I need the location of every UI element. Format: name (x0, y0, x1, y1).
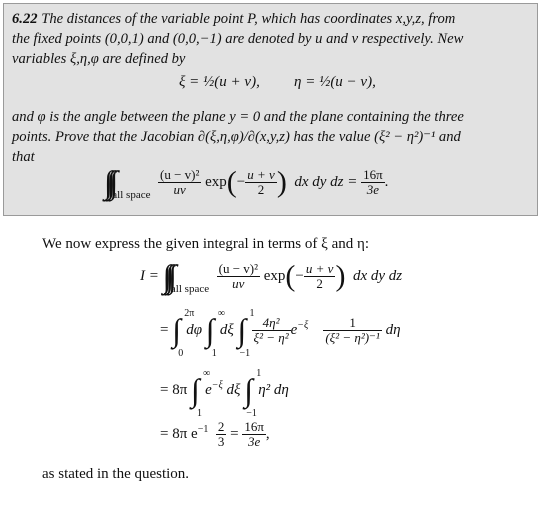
problem-line-1 (12, 10, 455, 28)
problem-integral: $\int\int\int_{all space}$ $\frac{\text{(u − v)²}}{uv}$ exp(− $\frac{u + v}{2}$ ) dx dy dz = $\frac{16\pi}{3e}$ . (104, 164, 389, 201)
integral-region: all space (170, 282, 210, 295)
xi-upper-limit: ∞ (217, 308, 225, 319)
fraction-numerator: 2 (217, 419, 225, 434)
xi-lower-limit: 1 (211, 348, 217, 359)
problem-line-6: that (12, 149, 35, 165)
problem-line-3: variables ξ,η,φ are defined by (12, 51, 186, 67)
exp-fraction (245, 168, 277, 197)
equals-sign: = (160, 321, 169, 338)
dphi: dφ (186, 321, 203, 338)
exp-e: e (205, 381, 212, 398)
eta-upper-limit: 1 (249, 308, 255, 319)
definition-eta: η = ½(u − v), (294, 74, 376, 90)
integrand-numerator: (u − v)² (159, 167, 200, 182)
triple-integral-sign: ∫∫∫ (104, 164, 113, 200)
result-denominator: 3e (247, 434, 261, 449)
eta-lower-limit: −1 (246, 408, 257, 419)
integral-xi: ∫ ∞ 1 (191, 368, 211, 419)
exp-denominator: 2 (257, 182, 265, 197)
integrand-denominator: uv (173, 182, 186, 197)
line4-lhs: = 8π e (160, 425, 198, 442)
exp-numerator: u + v (305, 261, 334, 276)
result-fraction (361, 168, 385, 197)
exp-fraction (304, 262, 336, 291)
line3-lhs: = 8π (160, 381, 188, 398)
xi-lower-limit: 1 (197, 408, 203, 419)
exp-word: exp (205, 173, 227, 190)
dxi: dξ (226, 381, 241, 398)
integral-phi: ∫ 2π 0 (172, 308, 195, 359)
integral-eta: ∫ 1 −1 (244, 368, 262, 419)
line4-power: −1 (197, 423, 209, 435)
integral-eta: ∫ 1 −1 (237, 308, 255, 359)
exp-power: −ξ (297, 319, 309, 331)
triple-integral-sign: ∫∫∫ (162, 258, 171, 294)
integrand-denominator: uv (232, 276, 245, 291)
problem-text-1: The distances of the variable point P, which has coordinates x,y,z, from (41, 11, 456, 27)
eta-squared-deta: η² dη (258, 381, 289, 398)
fraction-4eta (252, 316, 291, 345)
result-numerator: 16π (363, 167, 383, 182)
result-period: . (384, 173, 389, 190)
xi-upper-limit: ∞ (203, 368, 211, 379)
problem-line-2: the fixed points (0,0,1) and (0,0,−1) are denoted by u and v respectively. New (12, 31, 464, 47)
exp-denominator: 2 (316, 276, 323, 291)
equals-sign: = (230, 425, 239, 442)
fraction-denominator: 3 (217, 434, 225, 449)
result-denominator: 3e (366, 182, 380, 197)
result-comma: , (265, 425, 270, 442)
exp-word: exp (263, 267, 286, 284)
fraction-two-thirds (216, 420, 227, 449)
solution-line-1: $I = \int\int\int_{all space}$ $\frac{\text{(u − v)²}}{uv}$ exp(− $\frac{u + v}{2}$ ) dx dy dz (140, 258, 403, 295)
solution-line-3 (160, 368, 289, 419)
fraction-inverse (323, 316, 382, 345)
phi-upper-limit: 2π (184, 308, 195, 319)
deta: dη (385, 321, 401, 338)
solution-intro: We now express the given integral in terms of ξ and η: (42, 236, 369, 252)
definition-xi: ξ = ½(u + v), (179, 74, 260, 90)
problem-number: 6.22 (12, 11, 38, 27)
exp-numerator: u + v (247, 167, 275, 182)
integrand-numerator: (u − v)² (218, 261, 258, 276)
fraction-numerator: 4η² (252, 316, 291, 331)
problem-line-5: points. Prove that the Jacobian ∂(ξ,η,φ)/∂(x,y,z) has the value (ξ² − η²)⁻¹ and (12, 129, 461, 145)
result-fraction (242, 420, 266, 449)
exp-e: e (290, 321, 298, 338)
differentials: dx dy dz = (294, 173, 358, 190)
integral-region: all space (112, 188, 151, 201)
result-numerator: 16π (244, 419, 264, 434)
integral-xi: ∫ ∞ 1 (205, 308, 225, 359)
fraction-numerator: 1 (323, 316, 382, 331)
solution-line-4 (160, 420, 270, 449)
solution-closing: as stated in the question. (42, 466, 190, 482)
integral-lhs: I = (140, 267, 159, 284)
exp-power: −ξ (211, 379, 223, 391)
integrand-fraction (158, 168, 201, 197)
phi-lower-limit: 0 (178, 348, 184, 359)
eta-upper-limit: 1 (256, 368, 262, 379)
dxi: dξ (219, 321, 234, 338)
eta-lower-limit: −1 (239, 348, 251, 359)
fraction-denominator: (ξ² − η²)⁻¹ (325, 330, 380, 345)
problem-line-4: and φ is the angle between the plane y = 0 and the plane containing the three (12, 109, 464, 125)
solution-line-2 (160, 308, 401, 359)
problem-box (3, 3, 538, 216)
fraction-denominator: ξ² − η² (253, 330, 289, 345)
differentials: dx dy dz (352, 267, 403, 284)
integrand-fraction (217, 262, 260, 291)
